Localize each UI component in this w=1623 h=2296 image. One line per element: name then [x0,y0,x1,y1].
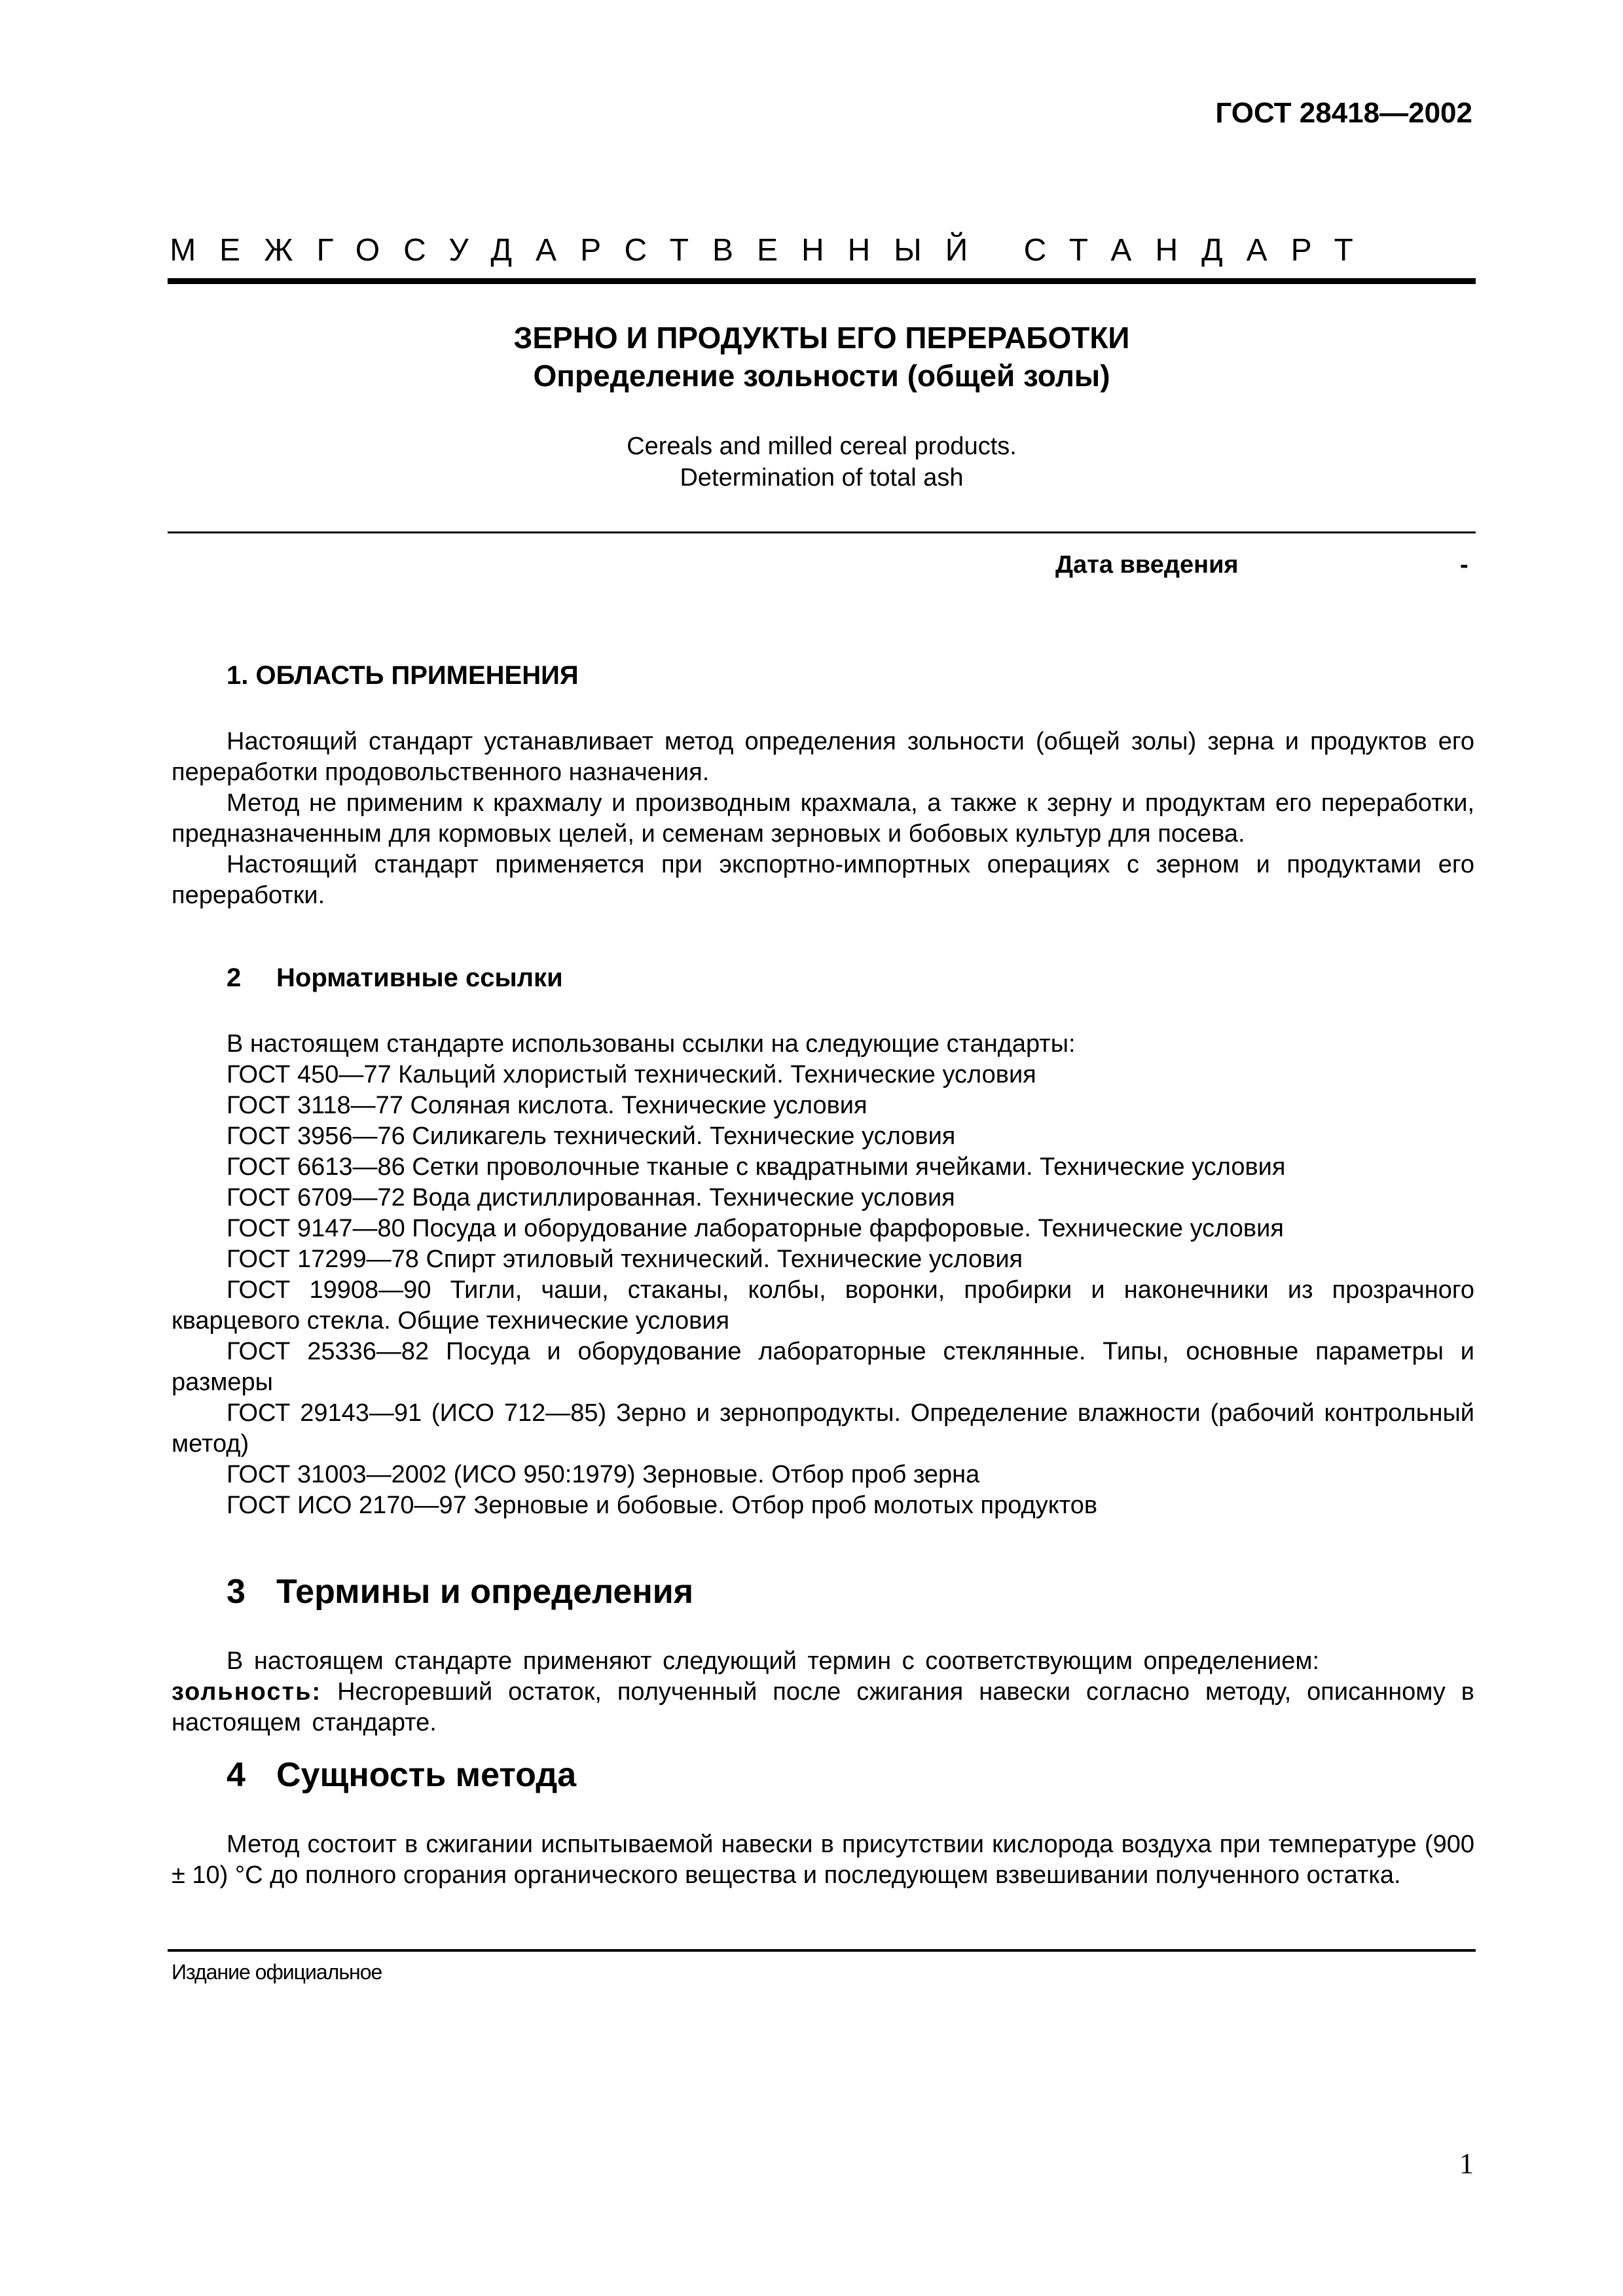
term: зольность: [172,1678,322,1706]
section-3-title: Термины и определения [276,1573,694,1611]
reference-item: ГОСТ 6709—72 Вода дистиллированная. Технические условия [227,1184,955,1211]
document-number: ГОСТ 28418—2002 [1215,97,1472,129]
section-4-number: 4 [227,1756,246,1794]
intro-date-label: Дата введения [1055,551,1239,579]
english-title-block [168,431,1476,493]
english-title-line2: Determination of total ash [680,464,964,492]
section-1-paragraph-2: Метод не применим к крахмалу и производным крахмала, а также к зерну и продуктам его переработки, предназначенным для кормовых целей, и семенам зерновых и бобовых культур для посева. [172,789,1474,848]
reference-item: ГОСТ 9147—80 Посуда и оборудование лабораторные фарфоровые. Технические условия [227,1215,1284,1242]
reference-item: ГОСТ 29143—91 (ИСО 712—85) Зерно и зернопродукты. Определение влажности (рабочий контрольный метод) [172,1399,1474,1458]
document-subtitle: Определение зольности (общей золы) [533,359,1110,393]
reference-item: ГОСТ 6613—86 Сетки проволочные тканые с квадратными ячейками. Технические условия [227,1153,1286,1181]
footer-divider [168,1949,1476,1952]
reference-item: ГОСТ 19908—90 Тигли, чаши, стаканы, колбы, воронки, пробирки и наконечники из прозрачного кварцевого стекла. Общие технические условия [172,1276,1474,1335]
section-4-body [172,1829,1474,1891]
section-2-number: 2 [227,963,242,992]
section-3-body [172,1646,1474,1738]
english-title-line1: Cereals and milled cereal products. [627,433,1017,460]
section-1-body [172,726,1474,911]
intro-date-value: - [1460,551,1468,579]
section-3-number: 3 [227,1573,246,1611]
definition: Несгоревший остаток, полученный после сжигания навески согласно методу, описанному в настоящем стандарте. [172,1678,1474,1736]
section-4-paragraph-1: Метод состоит в сжигании испытываемой навески в присутствии кислорода воздуха при температуре (900 ± 10) °С до полного сгорания органического вещества и последующем взвешивании полученного остатка. [172,1831,1474,1889]
normative-references [172,1029,1474,1521]
reference-item: ГОСТ 450—77 Кальций хлористый технический. Технические условия [227,1061,1036,1088]
title-divider [168,531,1476,533]
term-definition [172,1677,1474,1738]
reference-item: ГОСТ ИСО 2170—97 Зерновые и бобовые. Отбор проб молотых продуктов [227,1492,1098,1519]
reference-item: ГОСТ 17299—78 Спирт этиловый технический. Технические условия [227,1246,1023,1273]
document-title: ЗЕРНО И ПРОДУКТЫ ЕГО ПЕРЕРАБОТКИ [513,321,1130,355]
reference-item: ГОСТ 31003—2002 (ИСО 950:1979) Зерновые. Отбор проб зерна [227,1461,980,1488]
reference-item: ГОСТ 3118—77 Соляная кислота. Технические условия [227,1092,867,1119]
title-block [168,319,1476,395]
header-divider [168,278,1476,284]
page-number: 1 [1459,2147,1474,2179]
section-1-paragraph-3: Настоящий стандарт применяется при экспортно-импортных операциях с зерном и продуктами его переработки. [172,851,1474,909]
reference-item: ГОСТ 25336—82 Посуда и оборудование лабораторные стеклянные. Типы, основные параметры и размеры [172,1338,1474,1396]
section-3-heading [227,1572,693,1611]
section-1-heading: 1. ОБЛАСТЬ ПРИМЕНЕНИЯ [227,661,579,690]
section-2-heading [227,963,563,993]
references-intro: В настоящем стандарте использованы ссылки на следующие стандарты: [227,1030,1076,1058]
reference-item: ГОСТ 3956—76 Силикагель технический. Технические условия [227,1122,956,1150]
section-3-intro: В настоящем стандарте применяют следующий термин с соответствующим определением: [227,1647,1320,1675]
section-4-title: Сущность метода [276,1756,577,1794]
section-4-heading [227,1755,576,1795]
section-1-paragraph-1: Настоящий стандарт устанавливает метод определения зольности (общей золы) зерна и продуктов его переработки продовольственного назначения. [172,728,1474,786]
section-2-title: Нормативные ссылки [276,963,563,992]
official-edition-note: Издание официальное [172,1960,382,1984]
interstate-standard-label: МЕЖГОСУДАРСТВЕННЫЙ СТАНДАРТ [170,233,1377,268]
